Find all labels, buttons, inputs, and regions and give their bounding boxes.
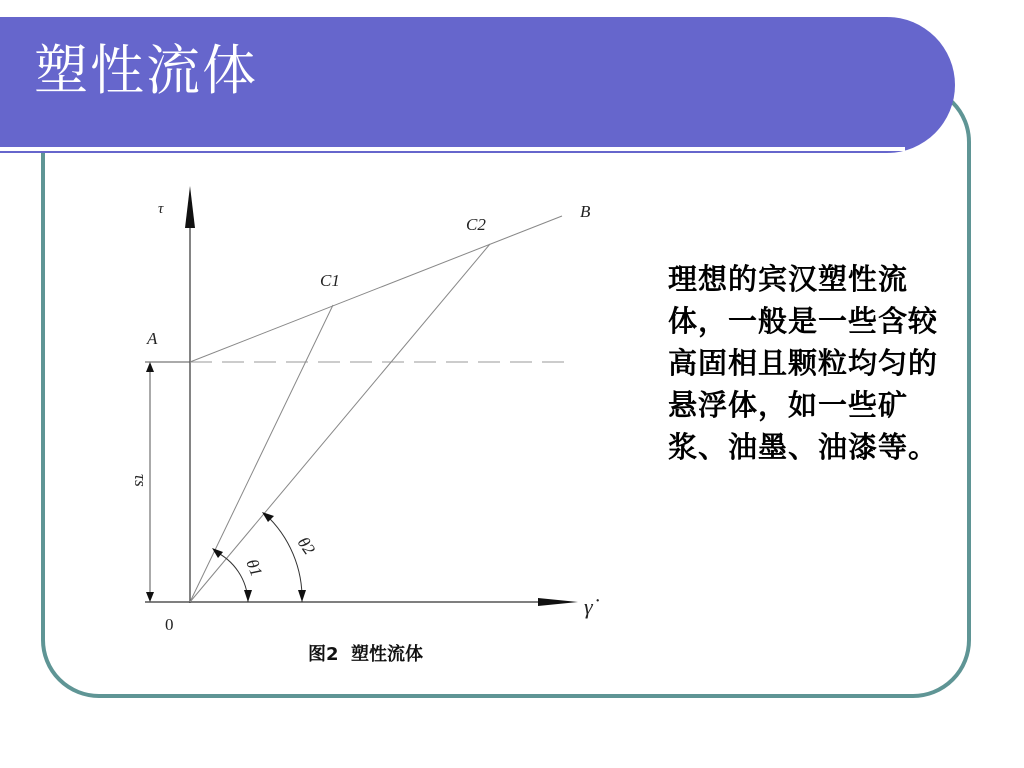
y-axis-arrow (185, 186, 195, 228)
point-c1-label: C1 (320, 271, 340, 290)
angle-2-label: θ2 (293, 533, 319, 559)
x-axis-arrow (538, 598, 578, 606)
dimension-arrow-top (146, 362, 154, 372)
point-b-label: B (580, 202, 591, 221)
slide-body-text: 理想的宾汉塑性流体，一般是一些含较高固相且颗粒均匀的悬浮体，如一些矿浆、油墨、油漆等。 (668, 262, 939, 464)
secant-line-c2 (190, 244, 490, 602)
yield-stress-label: τs (131, 474, 150, 487)
angle-arc-1-arrow-bottom (244, 590, 252, 602)
origin-label: 0 (165, 615, 174, 634)
angle-arc-1 (214, 551, 248, 602)
figure-caption: 图2 塑性流体 (308, 644, 424, 665)
point-a-label: A (147, 329, 158, 348)
angle-arc-2 (265, 514, 302, 602)
y-axis-label: τ (158, 201, 164, 217)
secant-line-c1 (190, 305, 333, 602)
dimension-arrow-bottom (146, 592, 154, 602)
slide-title: 塑性流体 (34, 39, 258, 102)
point-c2-label: C2 (466, 215, 486, 234)
flow-line-ab (190, 216, 562, 362)
angle-1-label: θ1 (242, 556, 267, 580)
x-axis-label: γ̇ (584, 594, 593, 619)
angle-arc-2-arrow-bottom (298, 590, 306, 602)
